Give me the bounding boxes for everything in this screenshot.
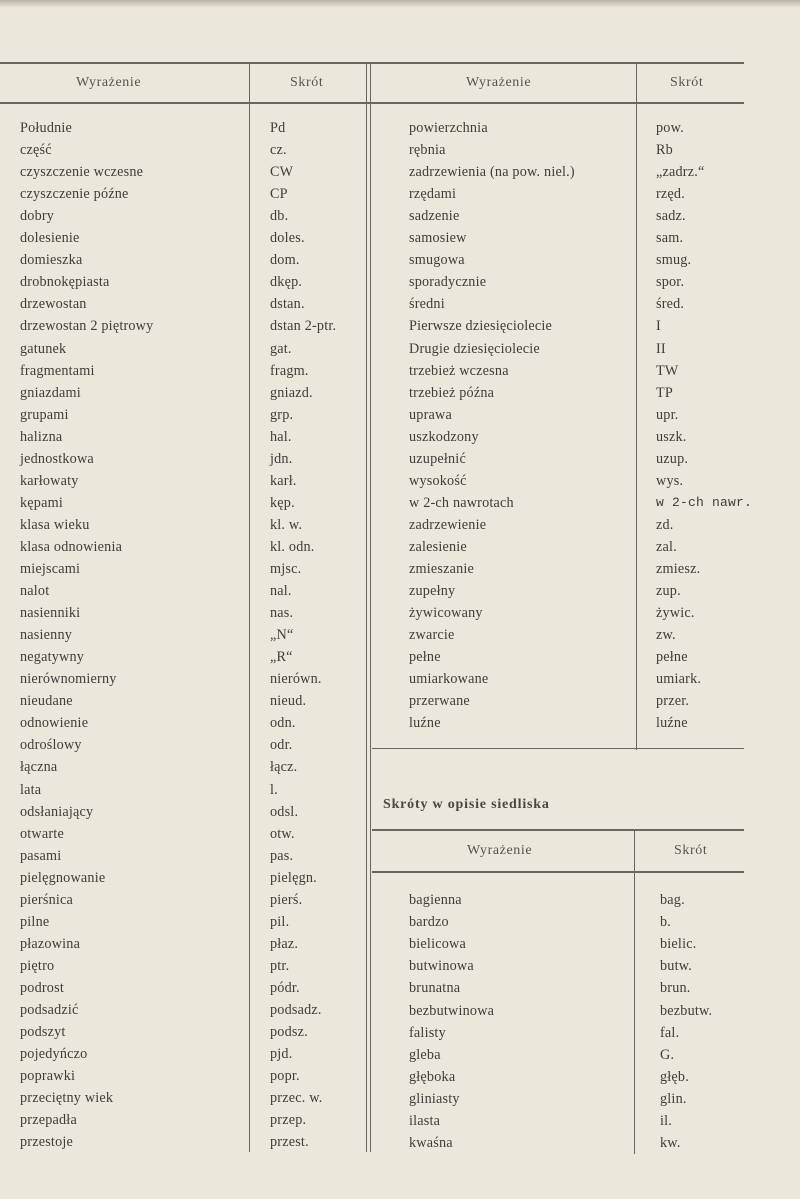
row-abbreviation: dstan. (270, 296, 305, 313)
row-expression: pełne (409, 649, 441, 666)
row-abbreviation: pil. (270, 913, 290, 930)
row-abbreviation: „N“ (270, 627, 294, 644)
row-expression: przerwane (409, 693, 470, 710)
row-abbreviation: TP (656, 384, 673, 401)
row-expression: pielęgnowanie (20, 869, 106, 886)
row-abbreviation: fragm. (270, 362, 309, 379)
row-expression: fragmentami (20, 362, 95, 379)
row-abbreviation: przep. (270, 1112, 307, 1129)
row-abbreviation: Rb (656, 142, 673, 159)
left-header-expression: Wyrażenie (76, 75, 142, 90)
row-abbreviation: sam. (656, 230, 684, 247)
row-expression: łączna (20, 759, 58, 776)
row-expression: bardzo (409, 914, 449, 931)
row-abbreviation: db. (270, 208, 289, 225)
row-expression: trzebież wczesna (409, 362, 509, 379)
row-expression: halizna (20, 428, 63, 445)
row-expression: piętro (20, 957, 55, 974)
row-abbreviation: luźne (656, 715, 688, 732)
row-expression: część (20, 142, 52, 159)
row-abbreviation: uzup. (656, 450, 689, 467)
row-abbreviation: II (656, 340, 666, 357)
row-expression: Pierwsze dziesięciolecie (409, 318, 553, 335)
row-expression: Południe (20, 120, 73, 136)
row-abbreviation: smug. (656, 252, 692, 269)
row-abbreviation: podsadz. (270, 1002, 322, 1018)
row-abbreviation: jdn. (270, 450, 293, 467)
row-expression: Drugie dziesięciolecie (409, 340, 540, 357)
section-header-expression: Wyrażenie (467, 843, 533, 858)
row-abbreviation: kl. odn. (270, 538, 315, 555)
row-expression: bagienna (409, 892, 462, 908)
row-abbreviation: zal. (656, 538, 677, 555)
row-abbreviation: spor. (656, 274, 685, 291)
row-abbreviation: gniazd. (270, 384, 313, 401)
row-expression: czyszczenie późne (20, 186, 129, 203)
row-expression: luźne (409, 715, 441, 732)
row-expression: klasa odnowienia (20, 538, 123, 555)
row-abbreviation: zmiesz. (656, 561, 701, 577)
header-bottom-rule (0, 102, 744, 104)
row-abbreviation: pierś. (270, 891, 303, 908)
row-expression: karłowaty (20, 472, 79, 489)
row-abbreviation: pas. (270, 847, 294, 864)
row-abbreviation: kęp. (270, 494, 295, 511)
row-expression: otwarte (20, 825, 64, 842)
row-abbreviation: CP (270, 186, 288, 203)
row-abbreviation: b. (660, 914, 672, 931)
row-abbreviation: gat. (270, 340, 292, 357)
center-divider-b (370, 62, 371, 1152)
row-expression: gatunek (20, 340, 67, 357)
row-abbreviation: „zadrz.“ (656, 164, 705, 181)
right-header-expression: Wyrażenie (466, 75, 532, 90)
row-expression: falisty (409, 1024, 446, 1041)
row-abbreviation: w 2-ch nawr. (656, 494, 753, 510)
row-abbreviation: rzęd. (656, 186, 685, 203)
row-abbreviation: il. (660, 1113, 673, 1129)
row-expression: wysokość (409, 472, 467, 489)
row-abbreviation: bezbutw. (660, 1002, 713, 1019)
row-abbreviation: mjsc. (270, 561, 302, 577)
row-abbreviation: Pd (270, 120, 286, 136)
row-expression: lata (20, 781, 42, 798)
row-abbreviation: łącz. (270, 759, 298, 776)
section-header-abbreviation: Skrót (674, 843, 708, 858)
row-expression: nasienniki (20, 605, 81, 622)
right-header-abbreviation: Skrót (670, 75, 704, 90)
row-expression: czyszczenie wczesne (20, 164, 144, 181)
row-abbreviation: sadz. (656, 208, 686, 225)
row-abbreviation: kl. w. (270, 516, 303, 533)
row-expression: dobry (20, 208, 55, 225)
row-expression: grupami (20, 406, 69, 423)
row-expression: zalesienie (409, 538, 467, 555)
row-expression: zwarcie (409, 627, 455, 644)
row-abbreviation: glin. (660, 1090, 687, 1107)
row-abbreviation: żywic. (656, 605, 695, 622)
row-expression: głęboka (409, 1068, 456, 1085)
left-column-divider (249, 62, 250, 1152)
row-abbreviation: brun. (660, 980, 691, 997)
row-abbreviation: przest. (270, 1134, 309, 1151)
row-abbreviation: upr. (656, 406, 679, 423)
row-abbreviation: fal. (660, 1024, 680, 1041)
row-expression: butwinowa (409, 958, 474, 975)
row-expression: drobnokępiasta (20, 274, 110, 291)
row-expression: klasa wieku (20, 516, 90, 533)
row-abbreviation: doles. (270, 230, 305, 247)
row-expression: bezbutwinowa (409, 1002, 495, 1019)
row-abbreviation: hal. (270, 428, 292, 445)
row-abbreviation: śred. (656, 296, 685, 313)
row-expression: jednostkowa (20, 450, 94, 467)
row-abbreviation: l. (270, 781, 278, 798)
row-expression: kępami (20, 494, 63, 511)
row-abbreviation: otw. (270, 825, 295, 842)
row-expression: uszkodzony (409, 428, 479, 445)
row-expression: trzebież późna (409, 384, 495, 401)
row-expression: pojedyńczo (20, 1046, 88, 1063)
row-expression: zupełny (409, 583, 456, 600)
row-expression: średni (409, 296, 445, 313)
row-abbreviation: nieud. (270, 693, 307, 710)
row-expression: gliniasty (409, 1090, 460, 1107)
row-abbreviation: podsz. (270, 1024, 308, 1041)
row-abbreviation: popr. (270, 1068, 300, 1085)
section-column-divider (634, 829, 635, 1154)
row-abbreviation: odr. (270, 737, 293, 754)
row-abbreviation: pjd. (270, 1046, 293, 1063)
row-abbreviation: przer. (656, 693, 690, 710)
row-expression: nieudane (20, 693, 73, 710)
row-expression: sadzenie (409, 208, 460, 225)
row-abbreviation: dom. (270, 252, 300, 269)
row-expression: przeciętny wiek (20, 1090, 114, 1107)
left-header-abbreviation: Skrót (290, 75, 324, 90)
row-expression: nierównomierny (20, 671, 117, 688)
row-expression: odroślowy (20, 737, 82, 754)
row-abbreviation: ptr. (270, 957, 290, 974)
row-expression: gleba (409, 1046, 441, 1063)
row-abbreviation: nierówn. (270, 671, 322, 688)
row-abbreviation: umiark. (656, 671, 702, 688)
row-expression: miejscami (20, 561, 81, 577)
row-abbreviation: zd. (656, 516, 674, 533)
row-expression: smugowa (409, 252, 465, 269)
row-abbreviation: grp. (270, 406, 294, 423)
row-expression: brunatna (409, 980, 461, 997)
row-expression: powierzchnia (409, 120, 488, 136)
row-expression: rzędami (409, 186, 457, 203)
row-expression: zadrzewienia (na pow. niel.) (409, 164, 575, 181)
row-abbreviation: uszk. (656, 428, 687, 445)
row-abbreviation: pow. (656, 120, 684, 136)
row-expression: pilne (20, 913, 50, 930)
row-expression: odnowienie (20, 715, 89, 732)
row-abbreviation: płaz. (270, 935, 299, 952)
row-expression: samosiew (409, 230, 467, 247)
row-expression: gniazdami (20, 384, 81, 401)
row-abbreviation: odsl. (270, 803, 299, 820)
row-expression: zmieszanie (409, 561, 475, 577)
row-abbreviation: dstan 2-ptr. (270, 318, 337, 335)
row-expression: poprawki (20, 1068, 76, 1085)
row-expression: nalot (20, 583, 50, 600)
row-abbreviation: przec. w. (270, 1090, 323, 1107)
row-expression: przepadła (20, 1112, 77, 1129)
row-expression: zadrzewienie (409, 516, 487, 533)
row-expression: podszyt (20, 1024, 66, 1041)
row-expression: płazowina (20, 935, 81, 952)
row-expression: domieszka (20, 252, 83, 269)
row-abbreviation: butw. (660, 958, 692, 975)
row-expression: w 2-ch nawrotach (409, 494, 514, 511)
row-abbreviation: kw. (660, 1135, 681, 1152)
row-expression: nasienny (20, 627, 73, 644)
row-abbreviation: karł. (270, 472, 297, 489)
row-abbreviation: zw. (656, 627, 676, 644)
row-expression: bielicowa (409, 936, 466, 953)
row-abbreviation: pielęgn. (270, 869, 317, 886)
row-abbreviation: bag. (660, 892, 685, 908)
row-abbreviation: I (656, 318, 661, 335)
right-column-divider (636, 62, 637, 750)
row-abbreviation: bielic. (660, 936, 697, 953)
row-abbreviation: odn. (270, 715, 296, 732)
row-abbreviation: CW (270, 164, 294, 181)
row-expression: umiarkowane (409, 671, 489, 688)
row-expression: żywicowany (409, 605, 483, 622)
row-expression: pasami (20, 847, 62, 864)
row-abbreviation: głęb. (660, 1068, 689, 1085)
row-abbreviation: pódr. (270, 979, 300, 996)
row-expression: uzupełnić (409, 450, 466, 467)
row-abbreviation: TW (656, 362, 679, 379)
center-divider-a (366, 62, 367, 1152)
row-expression: drzewostan 2 piętrowy (20, 318, 154, 335)
row-expression: sporadycznie (409, 274, 487, 291)
row-expression: pierśnica (20, 891, 74, 908)
row-abbreviation: „R“ (270, 649, 293, 666)
row-expression: podsadzić (20, 1002, 79, 1018)
section-title: Skróty w opisie siedliska (383, 797, 550, 812)
table-top-rule (0, 62, 744, 64)
section-table-top-rule (372, 829, 744, 831)
row-expression: drzewostan (20, 296, 87, 313)
page-top-edge (0, 0, 800, 8)
right-table-end-rule (372, 748, 744, 749)
row-expression: rębnia (409, 142, 446, 159)
row-expression: przestoje (20, 1134, 74, 1151)
row-expression: dolesienie (20, 230, 80, 247)
row-abbreviation: nal. (270, 583, 292, 600)
row-abbreviation: wys. (656, 472, 684, 489)
row-abbreviation: pełne (656, 649, 688, 666)
row-expression: podrost (20, 979, 64, 996)
section-header-bottom-rule (372, 871, 744, 873)
row-expression: odsłaniający (20, 803, 94, 820)
row-expression: kwaśna (409, 1135, 453, 1152)
row-expression: uprawa (409, 406, 452, 423)
row-abbreviation: nas. (270, 605, 294, 622)
row-abbreviation: zup. (656, 583, 681, 600)
row-expression: negatywny (20, 649, 85, 666)
row-expression: ilasta (409, 1113, 441, 1129)
row-abbreviation: cz. (270, 142, 287, 159)
row-abbreviation: dkęp. (270, 274, 303, 291)
row-abbreviation: G. (660, 1046, 675, 1063)
